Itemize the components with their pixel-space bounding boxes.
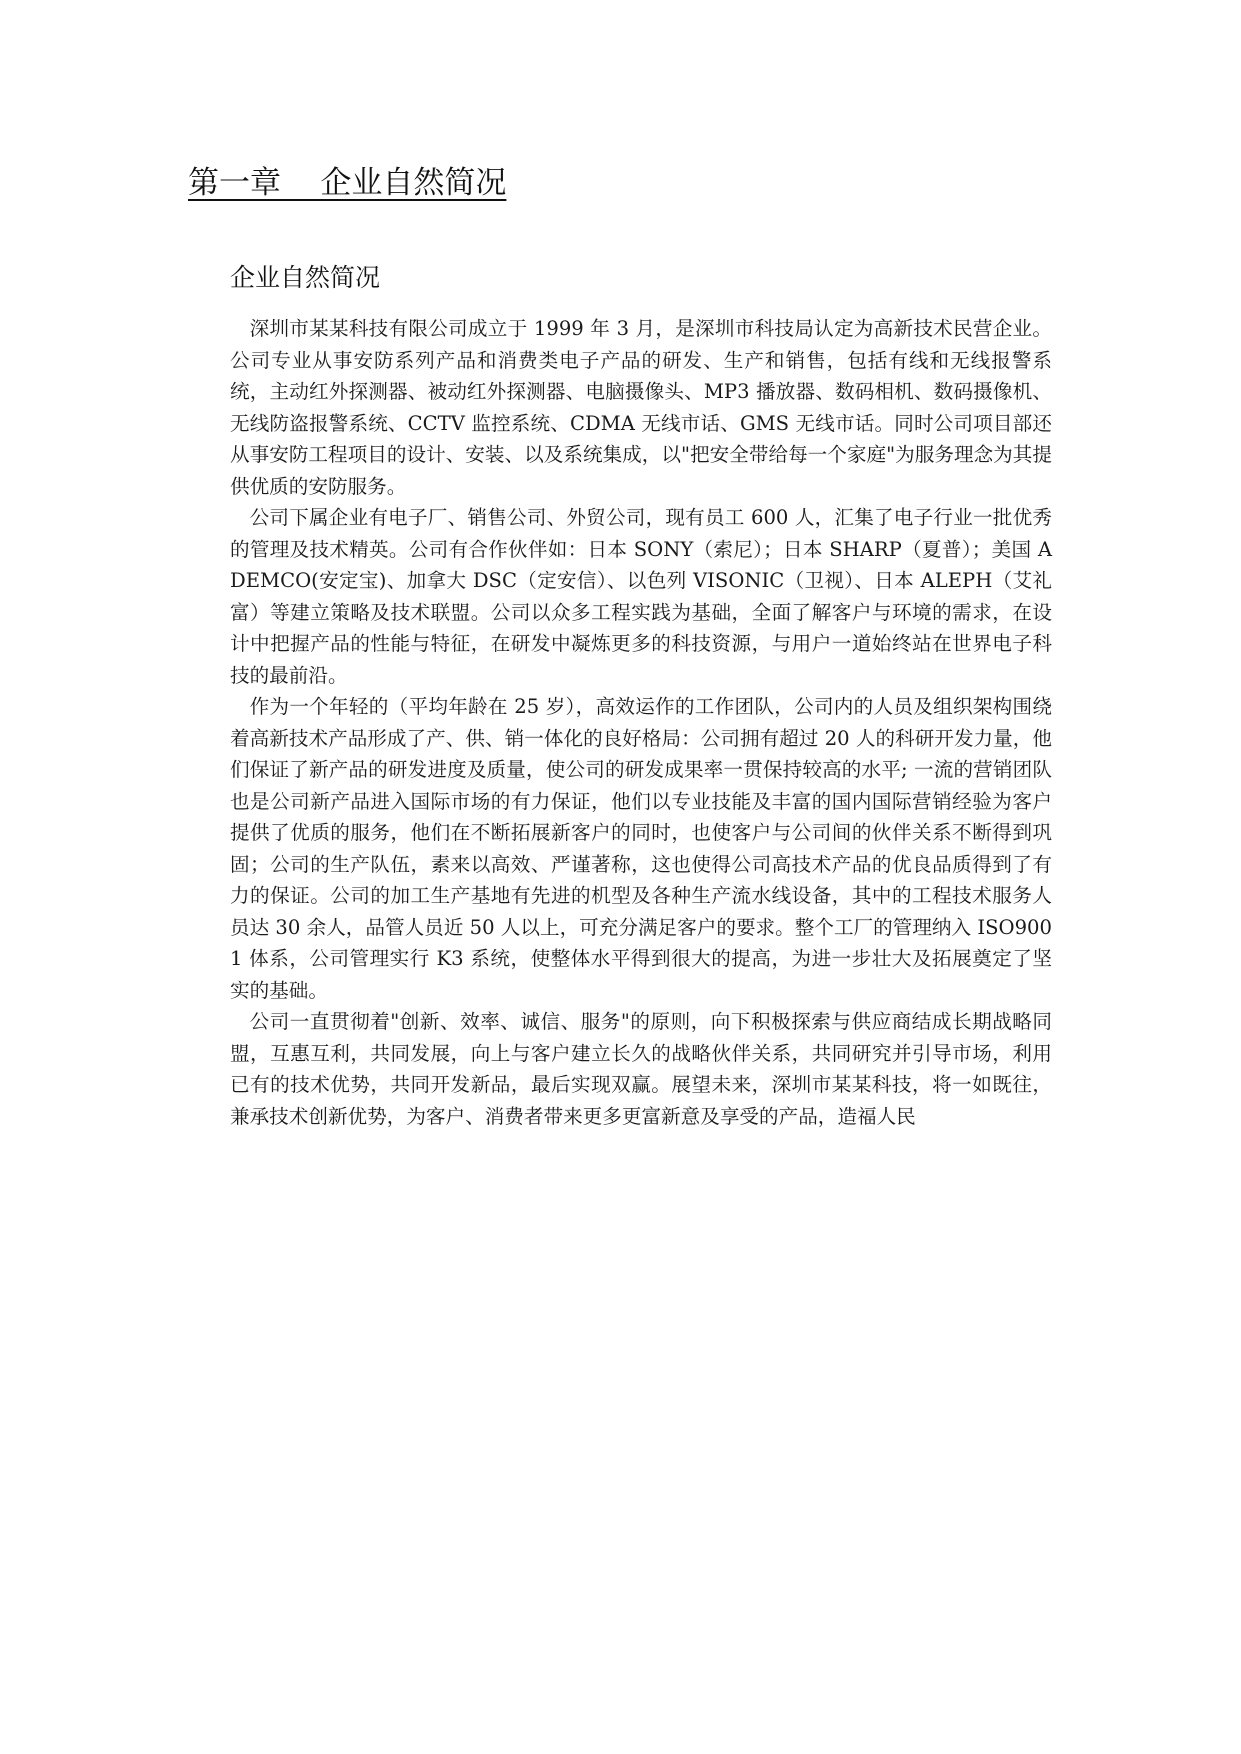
paragraph-principles-outlook: 公司一直贯彻着"创新、效率、诚信、服务"的原则，向下积极探索与供应商结成长期战略同盟，互惠互利，共同发展，向上与客户建立长久的战略伙伴关系，共同研究并引导市场，利用已有的技术优势，共同开发新品，最后实现双赢。展望未来，深圳市某某科技，将一如既往，兼承技术创新优势，为客户、消费者带来更多更富新意及享受的产品，造福人民 <box>230 1010 1052 1128</box>
section-title: 企业自然简况 <box>230 263 381 292</box>
body-text <box>230 313 1052 1132</box>
paragraph-company-overview: 深圳市某某科技有限公司成立于 1999 年 3 月，是深圳市科技局认定为高新技术民营企业。公司专业从事安防系列产品和消费类电子产品的研发、生产和销售，包括有线和无线报警系统，主动红外探测器、被动红外探测器、电脑摄像头、MP3 播放器、数码相机、数码摄像机、无线防盗报警系统、CCTV 监控系统、CDMA 无线市话、GMS 无线市话。同时公司项目部还从事安防工程项目的设计、安装、以及系统集成，以"把安全带给每一个家庭"为服务理念为其提供优质的安防服务。 <box>230 317 1052 498</box>
paragraph-team-organization: 作为一个年轻的（平均年龄在 25 岁），高效运作的工作团队，公司内的人员及组织架构围绕着高新技术产品形成了产、供、销一体化的良好格局：公司拥有超过 20 人的科研开发力量，他们保证了新产品的研发进度及质量，使公司的研发成果率一贯保持较高的水平; 一流的营销团队也是公司新产品进入国际市场的有力保证，他们以专业技能及丰富的国内国际营销经验为客户提供了优质的服务，他们在不断拓展新客户的同时，也使客户与公司间的伙伴关系不断得到巩固；公司的生产队伍，素来以高效、严谨著称，这也使得公司高技术产品的优良品质得到了有力的保证。公司的加工生产基地有先进的机型及各种生产流水线设备，其中的工程技术服务人员达 30 余人，品管人员近 50 人以上，可充分满足客户的要求。整个工厂的管理纳入 ISO9001 体系，公司管理实行 K3 系统，使整体水平得到很大的提高，为进一步壮大及拓展奠定了坚实的基础。 <box>230 695 1052 1002</box>
paragraph-subsidiaries-partners: 公司下属企业有电子厂、销售公司、外贸公司，现有员工 600 人，汇集了电子行业一批优秀的管理及技术精英。公司有合作伙伴如：日本 SONY（索尼）；日本 SHARP（夏普）；美国 ADEMCO(安定宝)、加拿大 DSC（定安信）、以色列 VISONIC（卫视）、日本 ALEPH（艾礼富）等建立策略及技术联盟。公司以众多工程实践为基础，全面了解客户与环境的需求，在设计中把握产品的性能与特征，在研发中凝炼更多的科技资源，与用户一道始终站在世界电子科技的最前沿。 <box>230 506 1052 687</box>
chapter-title: 第一章 企业自然简况 <box>188 165 507 201</box>
